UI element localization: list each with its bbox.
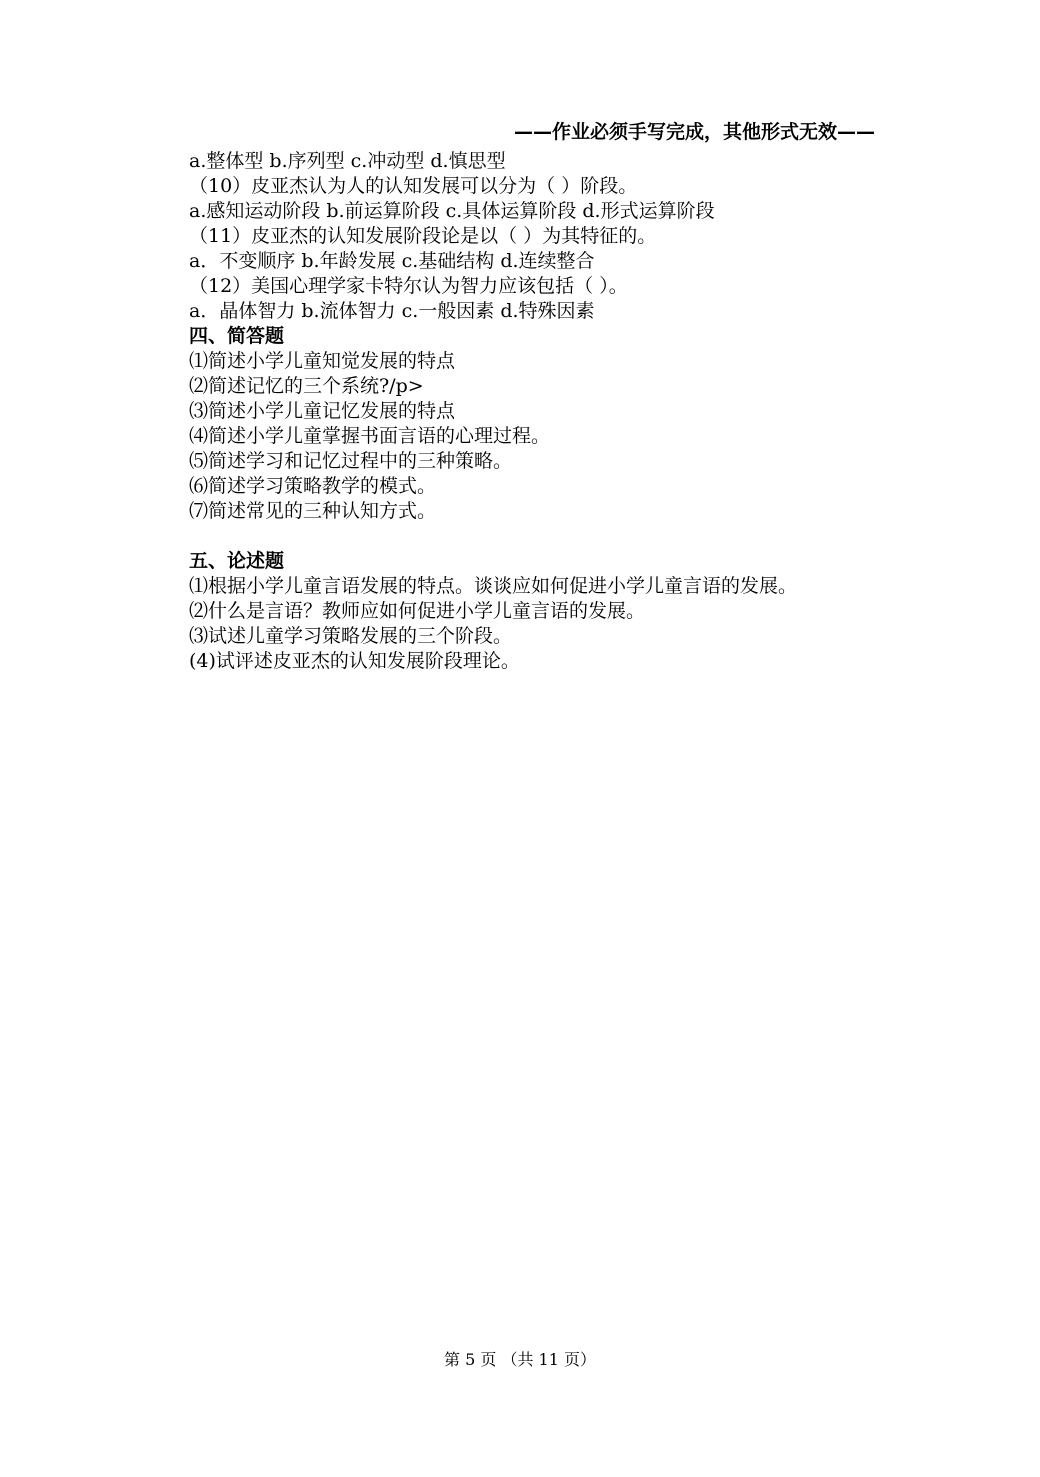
- essay-item: (4)试评述皮亚杰的认知发展阶段理论。: [189, 650, 520, 672]
- answer-options-line: a．不变顺序 b.年龄发展 c.基础结构 d.连续整合: [189, 250, 595, 272]
- short-answer-item: ⑷简述小学儿童掌握书面言语的心理过程。: [189, 425, 551, 447]
- question-10: （10）皮亚杰认为人的认知发展可以分为（ ）阶段。: [189, 175, 638, 197]
- essay-item: ⑴根据小学儿童言语发展的特点。谈谈应如何促进小学儿童言语的发展。: [189, 575, 798, 597]
- answer-options-line: a.整体型 b.序列型 c.冲动型 d.慎思型: [189, 150, 506, 172]
- short-answer-item: ⑶简述小学儿童记忆发展的特点: [189, 400, 456, 422]
- essay-item: ⑶试述儿童学习策略发展的三个阶段。: [189, 625, 513, 647]
- question-11: （11）皮亚杰的认知发展阶段论是以（ ）为其特征的。: [189, 225, 657, 247]
- short-answer-item: ⑴简述小学儿童知觉发展的特点: [189, 350, 456, 372]
- section-spacer: [189, 524, 1009, 549]
- question-12: （12）美国心理学家卡特尔认为智力应该包括（ ）。: [189, 275, 628, 297]
- section-heading-short-answer: 四、简答题: [189, 325, 285, 347]
- short-answer-item: ⑸简述学习和记忆过程中的三种策略。: [189, 450, 513, 472]
- section-heading-essay: 五、论述题: [189, 550, 285, 572]
- essay-item: ⑵什么是言语？教师应如何促进小学儿童言语的发展。: [189, 600, 646, 622]
- answer-options-line: a.感知运动阶段 b.前运算阶段 c.具体运算阶段 d.形式运算阶段: [189, 200, 715, 222]
- short-answer-item: ⑺简述常见的三种认知方式。: [189, 500, 437, 522]
- answer-options-line: a．晶体智力 b.流体智力 c.一般因素 d.特殊因素: [189, 300, 595, 322]
- short-answer-item: ⑹简述学习策略教学的模式。: [189, 475, 437, 497]
- document-body: [189, 149, 1009, 674]
- short-answer-item: ⑵简述记忆的三个系统?/p>: [189, 375, 424, 397]
- homework-notice: ——作业必须手写完成，其他形式无效——: [513, 121, 875, 143]
- page-number: 第 5 页 （共 11 页）: [444, 1350, 596, 1369]
